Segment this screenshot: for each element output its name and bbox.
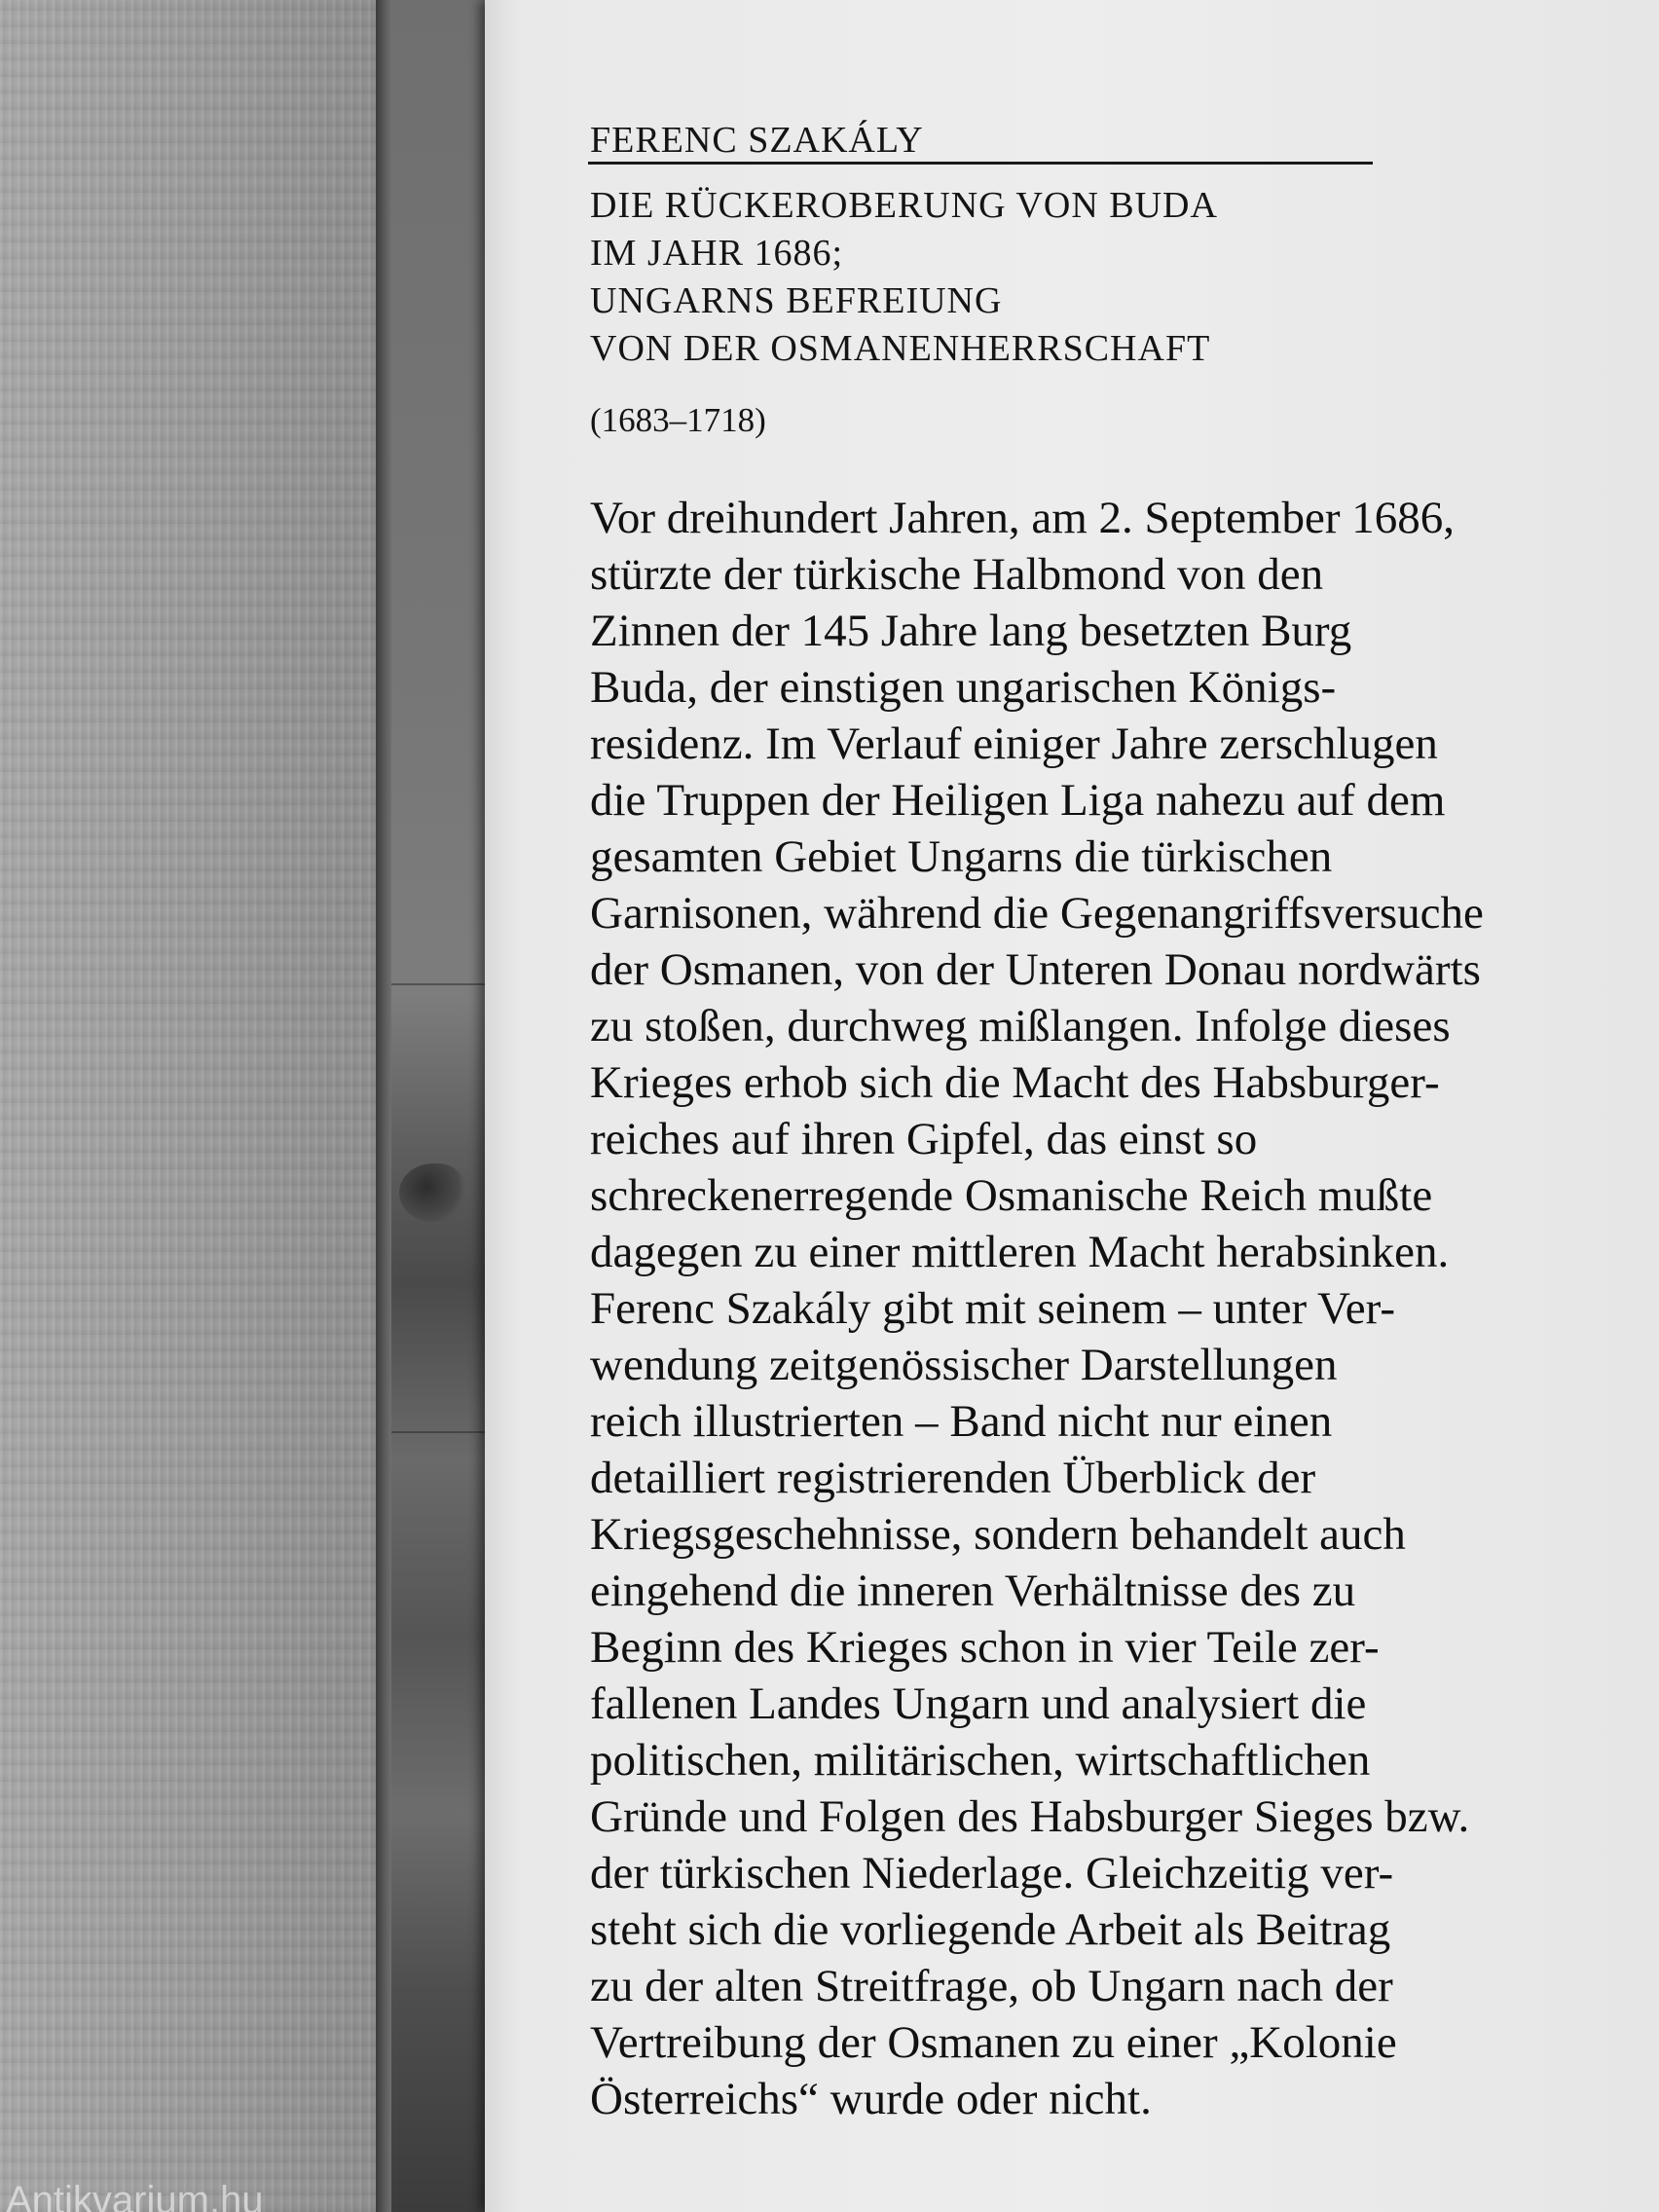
blurb-line: Österreichs“ wurde oder nicht. xyxy=(590,2074,1152,2124)
blurb-line: steht sich die vorliegende Arbeit als Beitrag xyxy=(590,1904,1391,1955)
title-line: IM JAHR 1686; xyxy=(590,233,844,274)
horizon-line xyxy=(391,1431,485,1433)
blurb-line: Kriegsgeschehnisse, sondern behandelt auch xyxy=(590,1509,1406,1560)
jacket-flap-page xyxy=(485,0,1659,2212)
blurb-line: der türkischen Niederlage. Gleichzeitig ver- xyxy=(590,1848,1394,1899)
blurb-line: der Osmanen, von der Unteren Donau nordwärts xyxy=(590,944,1481,995)
tree-illustration xyxy=(399,1163,467,1222)
blurb-line: residenz. Im Verlauf einiger Jahre zerschlugen xyxy=(590,719,1438,769)
book-title xyxy=(590,182,1218,373)
blurb-line: politischen, militärischen, wirtschaftlichen xyxy=(590,1735,1371,1786)
spine-shadow xyxy=(376,0,391,2212)
blurb-line: detailliert registrierenden Überblick der xyxy=(590,1453,1316,1503)
watermark-text: Antikvarium.hu xyxy=(6,2179,264,2212)
blurb-line: reiches auf ihren Gipfel, das einst so xyxy=(590,1114,1258,1164)
title-line: DIE RÜCKEROBERUNG VON BUDA xyxy=(590,185,1218,226)
blurb-line: zu der alten Streitfrage, ob Ungarn nach der xyxy=(590,1961,1393,2011)
blurb-line: Buda, der einstigen ungarischen Königs- xyxy=(590,662,1337,713)
blurb-line: Krieges erhob sich die Macht des Habsburger- xyxy=(590,1057,1440,1108)
blurb-line: Ferenc Szakály gibt mit seinem – unter Ver- xyxy=(590,1283,1395,1334)
blurb-line: Zinnen der 145 Jahre lang besetzten Burg xyxy=(590,606,1352,656)
title-line: VON DER OSMANENHERRSCHAFT xyxy=(590,328,1211,369)
blurb-line: Beginn des Krieges schon in vier Teile zer- xyxy=(590,1622,1380,1673)
endpaper xyxy=(0,0,382,2212)
blurb-line: Garnisonen, während die Gegenangriffsversuche xyxy=(590,888,1484,939)
blurb-line: fallenen Landes Ungarn und analysiert die xyxy=(590,1678,1367,1729)
blurb-line: schreckenerregende Osmanische Reich mußte xyxy=(590,1170,1433,1221)
blurb-line: Vor dreihundert Jahren, am 2. September 1686, xyxy=(590,493,1455,543)
blurb-line: gesamten Gebiet Ungarns die türkischen xyxy=(590,831,1333,882)
cover-illustration-strip xyxy=(391,0,485,2212)
title-line: UNGARNS BEFREIUNG xyxy=(590,280,1003,321)
blurb-text xyxy=(590,490,1484,2127)
blurb-line: wendung zeitgenössischer Darstellungen xyxy=(590,1340,1338,1390)
blurb-line: Gründe und Folgen des Habsburger Sieges bzw. xyxy=(590,1791,1470,1842)
blurb-line: zu stoßen, durchweg mißlangen. Infolge dieses xyxy=(590,1001,1451,1051)
blurb-line: Vertreibung der Osmanen zu einer „Kolonie xyxy=(590,2017,1397,2068)
blurb-line: eingehend die inneren Verhältnisse des zu xyxy=(590,1566,1356,1616)
blurb-line: die Truppen der Heiligen Liga nahezu auf dem xyxy=(590,775,1446,826)
blurb-line: dagegen zu einer mittleren Macht herabsinken. xyxy=(590,1227,1450,1277)
horizon-line xyxy=(391,983,485,985)
blurb-line: reich illustrierten – Band nicht nur einen xyxy=(590,1396,1333,1447)
author-name: FERENC SZAKÁLY xyxy=(590,120,924,161)
title-rule xyxy=(588,162,1373,165)
title-dates: (1683–1718) xyxy=(590,401,766,439)
blurb-line: stürzte der türkische Halbmond von den xyxy=(590,549,1324,600)
